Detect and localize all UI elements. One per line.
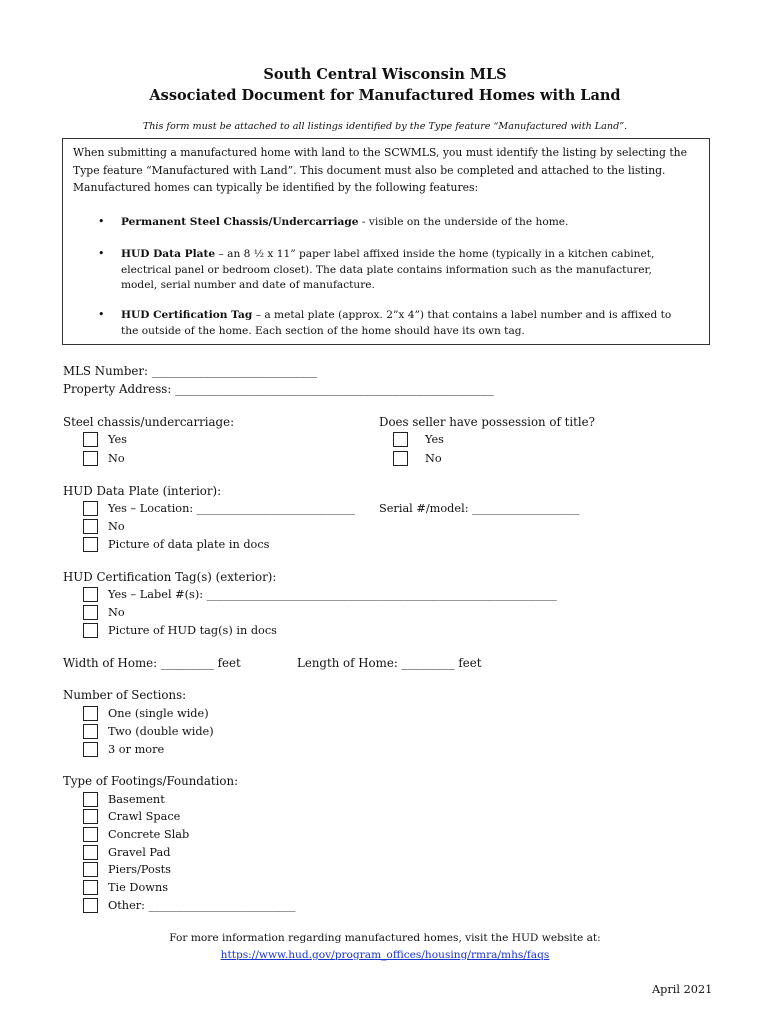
mls-number-field[interactable]: MLS Number: ____________________________	[63, 364, 317, 378]
option-label: Piers/Posts	[108, 863, 171, 876]
option-label: One (single wide)	[108, 707, 209, 720]
option-label: Tie Downs	[108, 881, 169, 894]
option-label: Concrete Slab	[108, 828, 190, 841]
footing-other-field[interactable]: Other: __________________________	[108, 899, 296, 912]
option-label: Yes	[108, 433, 127, 446]
hud-website-link-row	[0, 949, 770, 961]
hud-website-link[interactable]: https://www.hud.gov/program_offices/housing/rmra/mhs/faqs	[220, 949, 550, 961]
data-plate-yes-checkbox[interactable]	[83, 501, 98, 516]
footing-piers-posts-checkbox[interactable]	[83, 862, 98, 877]
bullet-dot-icon: •	[98, 247, 105, 260]
footing-concrete-slab-checkbox[interactable]	[83, 827, 98, 842]
property-address-field[interactable]: Property Address: ______________________________________________________	[63, 382, 494, 396]
option-label: Picture of HUD tag(s) in docs	[108, 624, 277, 637]
steel-chassis-label: Steel chassis/undercarriage:	[63, 415, 235, 429]
footings-label: Type of Footings/Foundation:	[63, 774, 239, 788]
steel-chassis-no-checkbox[interactable]	[83, 451, 98, 466]
footing-basement-checkbox[interactable]	[83, 792, 98, 807]
title-possession-label: Does seller have possession of title?	[379, 415, 595, 429]
sections-one-checkbox[interactable]	[83, 706, 98, 721]
bullet-hud-cert-tag: HUD Certification Tag – a metal plate (approx. 2”x 4”) that contains a label number and is affixed to the outside of the home. Each section of the home should have its own tag.	[121, 309, 672, 337]
bullet-steel-chassis: Permanent Steel Chassis/Undercarriage - visible on the underside of the home.	[121, 216, 569, 228]
option-label: Yes	[425, 433, 444, 446]
bullet-dot-icon: •	[98, 308, 105, 321]
option-label: Picture of data plate in docs	[108, 538, 270, 551]
number-of-sections-label: Number of Sections:	[63, 688, 187, 702]
option-label: Two (double wide)	[108, 725, 214, 738]
sections-two-checkbox[interactable]	[83, 724, 98, 739]
serial-model-field[interactable]: Serial #/model: ___________________	[379, 502, 580, 515]
width-of-home-field[interactable]: Width of Home: _________ feet	[63, 656, 241, 670]
info-intro: When submitting a manufactured home with land to the SCWMLS, you must identify the listing by selecting the Type feature “Manufactured with Land”. This document must also be completed and attached to the listing. Manufactured homes can typically be identified by the following features:	[73, 146, 688, 194]
option-label: No	[108, 606, 125, 619]
cert-tag-yes-checkbox[interactable]	[83, 587, 98, 602]
option-label: No	[108, 520, 125, 533]
document-subtitle: Associated Document for Manufactured Homes with Land	[149, 87, 621, 104]
bullet-hud-data-plate: HUD Data Plate – an 8 ½ x 11” paper label affixed inside the home (typically in a kitchen cabinet, electrical panel or bedroom closet). The data plate contains information such as the manufacturer, model, serial number and date of manufacture.	[121, 248, 655, 291]
hud-cert-tag-label: HUD Certification Tag(s) (exterior):	[63, 570, 277, 584]
option-label: Basement	[108, 793, 165, 806]
option-label: No	[108, 452, 125, 465]
option-label: Gravel Pad	[108, 846, 171, 859]
steel-chassis-yes-checkbox[interactable]	[83, 432, 98, 447]
bullet-dot-icon: •	[98, 215, 105, 228]
footing-crawl-space-checkbox[interactable]	[83, 809, 98, 824]
attachment-note: This form must be attached to all listings identified by the Type feature “Manufactured with Land”.	[142, 121, 628, 132]
footing-tie-downs-checkbox[interactable]	[83, 880, 98, 895]
data-plate-picture-checkbox[interactable]	[83, 537, 98, 552]
data-plate-location-field[interactable]: Yes – Location: ____________________________	[108, 502, 355, 515]
info-box	[62, 138, 710, 345]
document-date: April 2021	[652, 983, 713, 996]
sections-three-checkbox[interactable]	[83, 742, 98, 757]
document-title: South Central Wisconsin MLS	[263, 66, 507, 83]
cert-tag-picture-checkbox[interactable]	[83, 623, 98, 638]
footing-other-checkbox[interactable]	[83, 898, 98, 913]
cert-tag-label-number-field[interactable]: Yes – Label #(s): ______________________________________________________________	[108, 588, 557, 601]
title-no-checkbox[interactable]	[393, 451, 408, 466]
length-of-home-field[interactable]: Length of Home: _________ feet	[297, 656, 482, 670]
data-plate-no-checkbox[interactable]	[83, 519, 98, 534]
footing-gravel-pad-checkbox[interactable]	[83, 845, 98, 860]
title-yes-checkbox[interactable]	[393, 432, 408, 447]
option-label: Crawl Space	[108, 810, 181, 823]
footer-info: For more information regarding manufactured homes, visit the HUD website at:	[169, 932, 601, 944]
option-label: 3 or more	[108, 743, 165, 756]
hud-data-plate-label: HUD Data Plate (interior):	[63, 484, 222, 498]
cert-tag-no-checkbox[interactable]	[83, 605, 98, 620]
option-label: No	[425, 452, 442, 465]
